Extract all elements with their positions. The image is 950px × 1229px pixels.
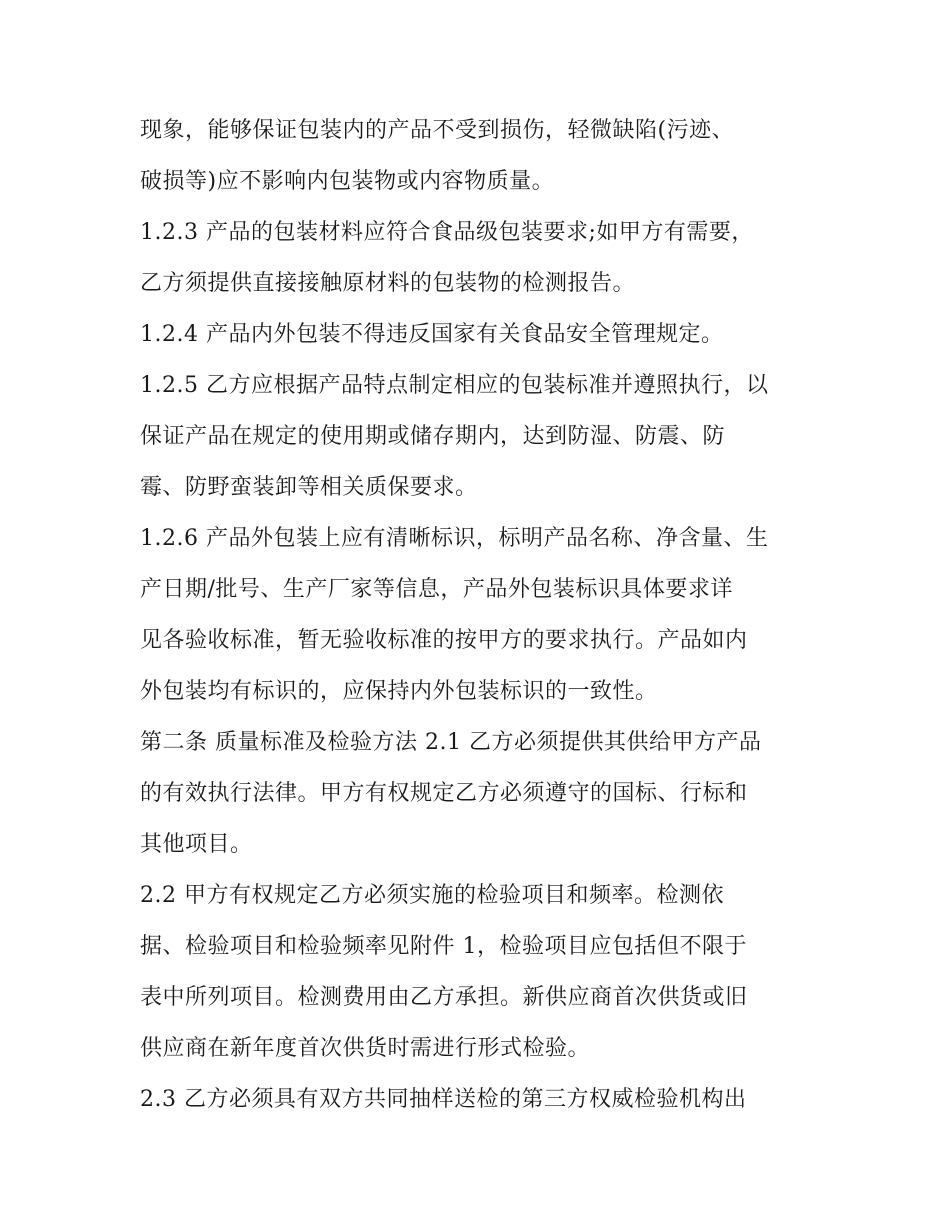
text-line: 破损等)应不影响内包装物或内容物质量。 <box>140 169 555 194</box>
text-line: 第二条 质量标准及检验方法 2.1 乙方必须提供其供给甲方产品 <box>140 730 762 755</box>
text-line: 其他项目。 <box>140 832 253 857</box>
text-line: 见各验收标准，暂无验收标准的按甲方的要求执行。产品如内 <box>140 628 748 653</box>
text-line: 表中所列项目。检测费用由乙方承担。新供应商首次供货或旧 <box>140 985 748 1010</box>
text-line: 据、检验项目和检验频率见附件 1，检验项目应包括但不限于 <box>140 934 747 959</box>
text-line: 2.3 乙方必须具有双方共同抽样送检的第三方权威检验机构出 <box>140 1087 747 1112</box>
text-line: 1.2.3 产品的包装材料应符合食品级包装要求;如甲方有需要， <box>140 220 754 245</box>
text-line: 2.2 甲方有权规定乙方必须实施的检验项目和频率。检测依 <box>140 883 724 908</box>
text-line: 供应商在新年度首次供货时需进行形式检验。 <box>140 1036 591 1061</box>
text-line: 乙方须提供直接接触原材料的包装物的检测报告。 <box>140 271 636 296</box>
text-line: 1.2.4 产品内外包装不得违反国家有关食品安全管理规定。 <box>140 322 724 347</box>
text-line: 现象，能够保证包装内的产品不受到损伤，轻微缺陷(污迹、 <box>140 118 735 143</box>
text-line: 的有效执行法律。甲方有权规定乙方必须遵守的国标、行标和 <box>140 781 748 806</box>
text-line: 产日期/批号、生产厂家等信息，产品外包装标识具体要求详 <box>140 577 733 602</box>
document-body <box>140 105 820 1125</box>
text-line: 1.2.5 乙方应根据产品特点制定相应的包装标准并遵照执行，以 <box>140 373 769 398</box>
text-line: 霉、防野蛮装卸等相关质保要求。 <box>140 475 478 500</box>
text-line: 1.2.6 产品外包装上应有清晰标识，标明产品名称、净含量、生 <box>140 526 769 551</box>
text-line: 保证产品在规定的使用期或储存期内，达到防湿、防震、防 <box>140 424 726 449</box>
text-line: 外包装均有标识的，应保持内外包装标识的一致性。 <box>140 679 658 704</box>
